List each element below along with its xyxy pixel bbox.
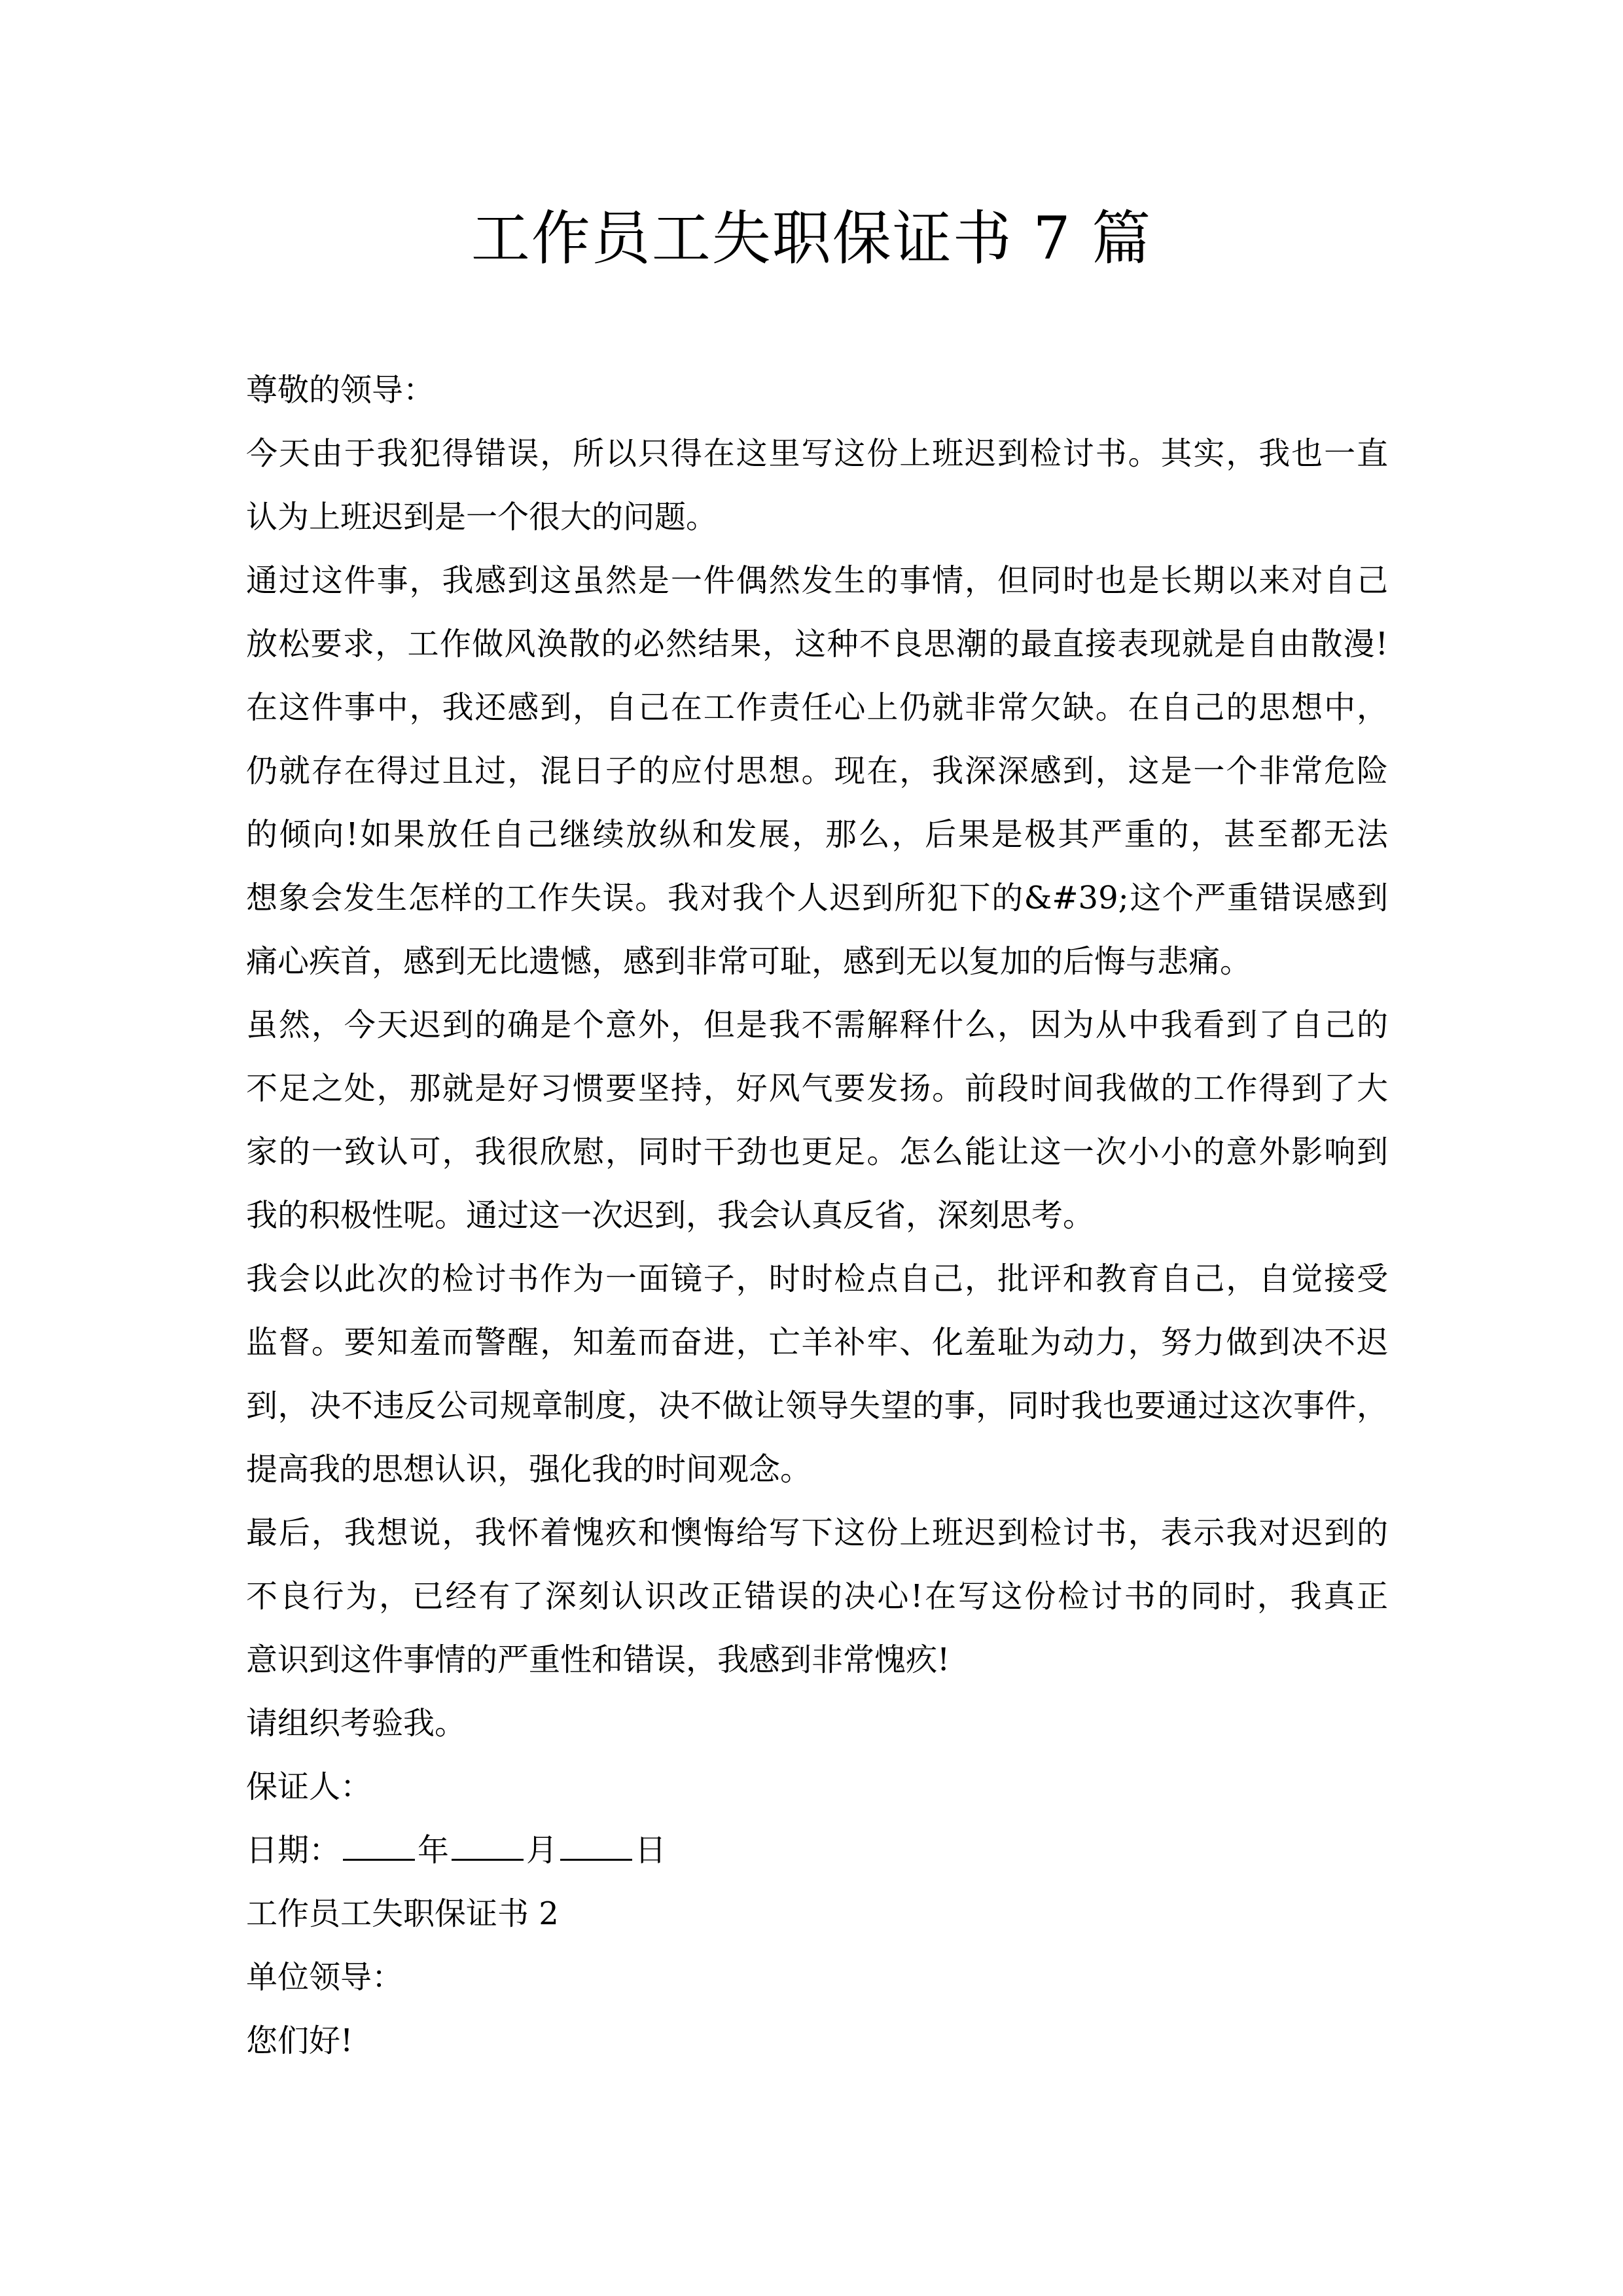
paragraph-line: 不良行为，已经有了深刻认识改正错误的决心!在写这份检讨书的同时，我真正 (246, 1578, 1388, 1615)
closing-line: 请组织考验我。 (246, 1705, 467, 1742)
day-label: 日 (635, 1832, 667, 1869)
paragraph-line: 最后，我想说，我怀着愧疚和懊悔给写下这份上班迟到检讨书，表示我对迟到的 (246, 1515, 1388, 1551)
paragraph-line: 不足之处，那就是好习惯要坚持，好风气要发扬。前段时间我做的工作得到了大 (246, 1070, 1388, 1107)
document-title: 工作员工失职保证书 7 篇 (471, 204, 1152, 273)
paragraph-line: 我的积极性呢。通过这一次迟到，我会认真反省，深刻思考。 (246, 1197, 1095, 1234)
day-blank (560, 1833, 632, 1861)
date-line (246, 1819, 1388, 1882)
year-blank (343, 1833, 415, 1861)
month-blank (452, 1833, 524, 1861)
paragraph-line: 监督。要知羞而警醒，知羞而奋进，亡羊补牢、化羞耻为动力，努力做到决不迟 (246, 1324, 1388, 1361)
paragraph-line: 我会以此次的检讨书作为一面镜子，时时检点自己，批评和教育自己，自觉接受 (246, 1261, 1388, 1297)
paragraph-line: 到，决不违反公司规章制度，决不做让领导失望的事，同时我也要通过这次事件， (246, 1388, 1388, 1424)
paragraph-line: 放松要求，工作做风涣散的必然结果，这种不良思潮的最直接表现就是自由散漫! (246, 626, 1388, 662)
paragraph-line: 痛心疾首，感到无比遗憾，感到非常可耻，感到无以复加的后悔与悲痛。 (246, 943, 1252, 980)
section-salutation: 单位领导： (246, 1959, 404, 1996)
document-body (246, 359, 1388, 2073)
salutation: 尊敬的领导： (246, 372, 435, 408)
paragraph-line: 意识到这件事情的严重性和错误，我感到非常愧疚! (246, 1641, 950, 1678)
paragraph-line: 在这件事中，我还感到，自己在工作责任心上仍就非常欠缺。在自己的思想中， (246, 689, 1388, 726)
paragraph-line: 虽然，今天迟到的确是个意外，但是我不需解释什么，因为从中我看到了自己的 (246, 1007, 1388, 1043)
paragraph-line: 的倾向!如果放任自己继续放纵和发展，那么，后果是极其严重的，甚至都无法 (246, 816, 1388, 853)
date-label: 日期： (246, 1832, 341, 1869)
year-label: 年 (418, 1832, 450, 1869)
paragraph-line: 提高我的思想认识，强化我的时间观念。 (246, 1451, 812, 1488)
section-greeting: 您们好! (246, 2022, 353, 2059)
paragraph-line: 家的一致认可，我很欣慰，同时干劲也更足。怎么能让这一次小小的意外影响到 (246, 1134, 1388, 1170)
paragraph-line: 认为上班迟到是一个很大的问题。 (246, 499, 718, 535)
guarantor-label: 保证人： (246, 1768, 372, 1805)
month-label: 月 (526, 1832, 558, 1869)
section-heading: 工作员工失职保证书 2 (246, 1895, 559, 1932)
paragraph-line: 想象会发生怎样的工作失误。我对我个人迟到所犯下的&#39;这个严重错误感到 (246, 880, 1388, 916)
paragraph-line: 通过这件事，我感到这虽然是一件偶然发生的事情，但同时也是长期以来对自己 (246, 562, 1388, 599)
paragraph-line: 今天由于我犯得错误，所以只得在这里写这份上班迟到检讨书。其实，我也一直 (246, 435, 1388, 472)
paragraph-line: 仍就存在得过且过，混日子的应付思想。现在，我深深感到，这是一个非常危险 (246, 753, 1388, 789)
